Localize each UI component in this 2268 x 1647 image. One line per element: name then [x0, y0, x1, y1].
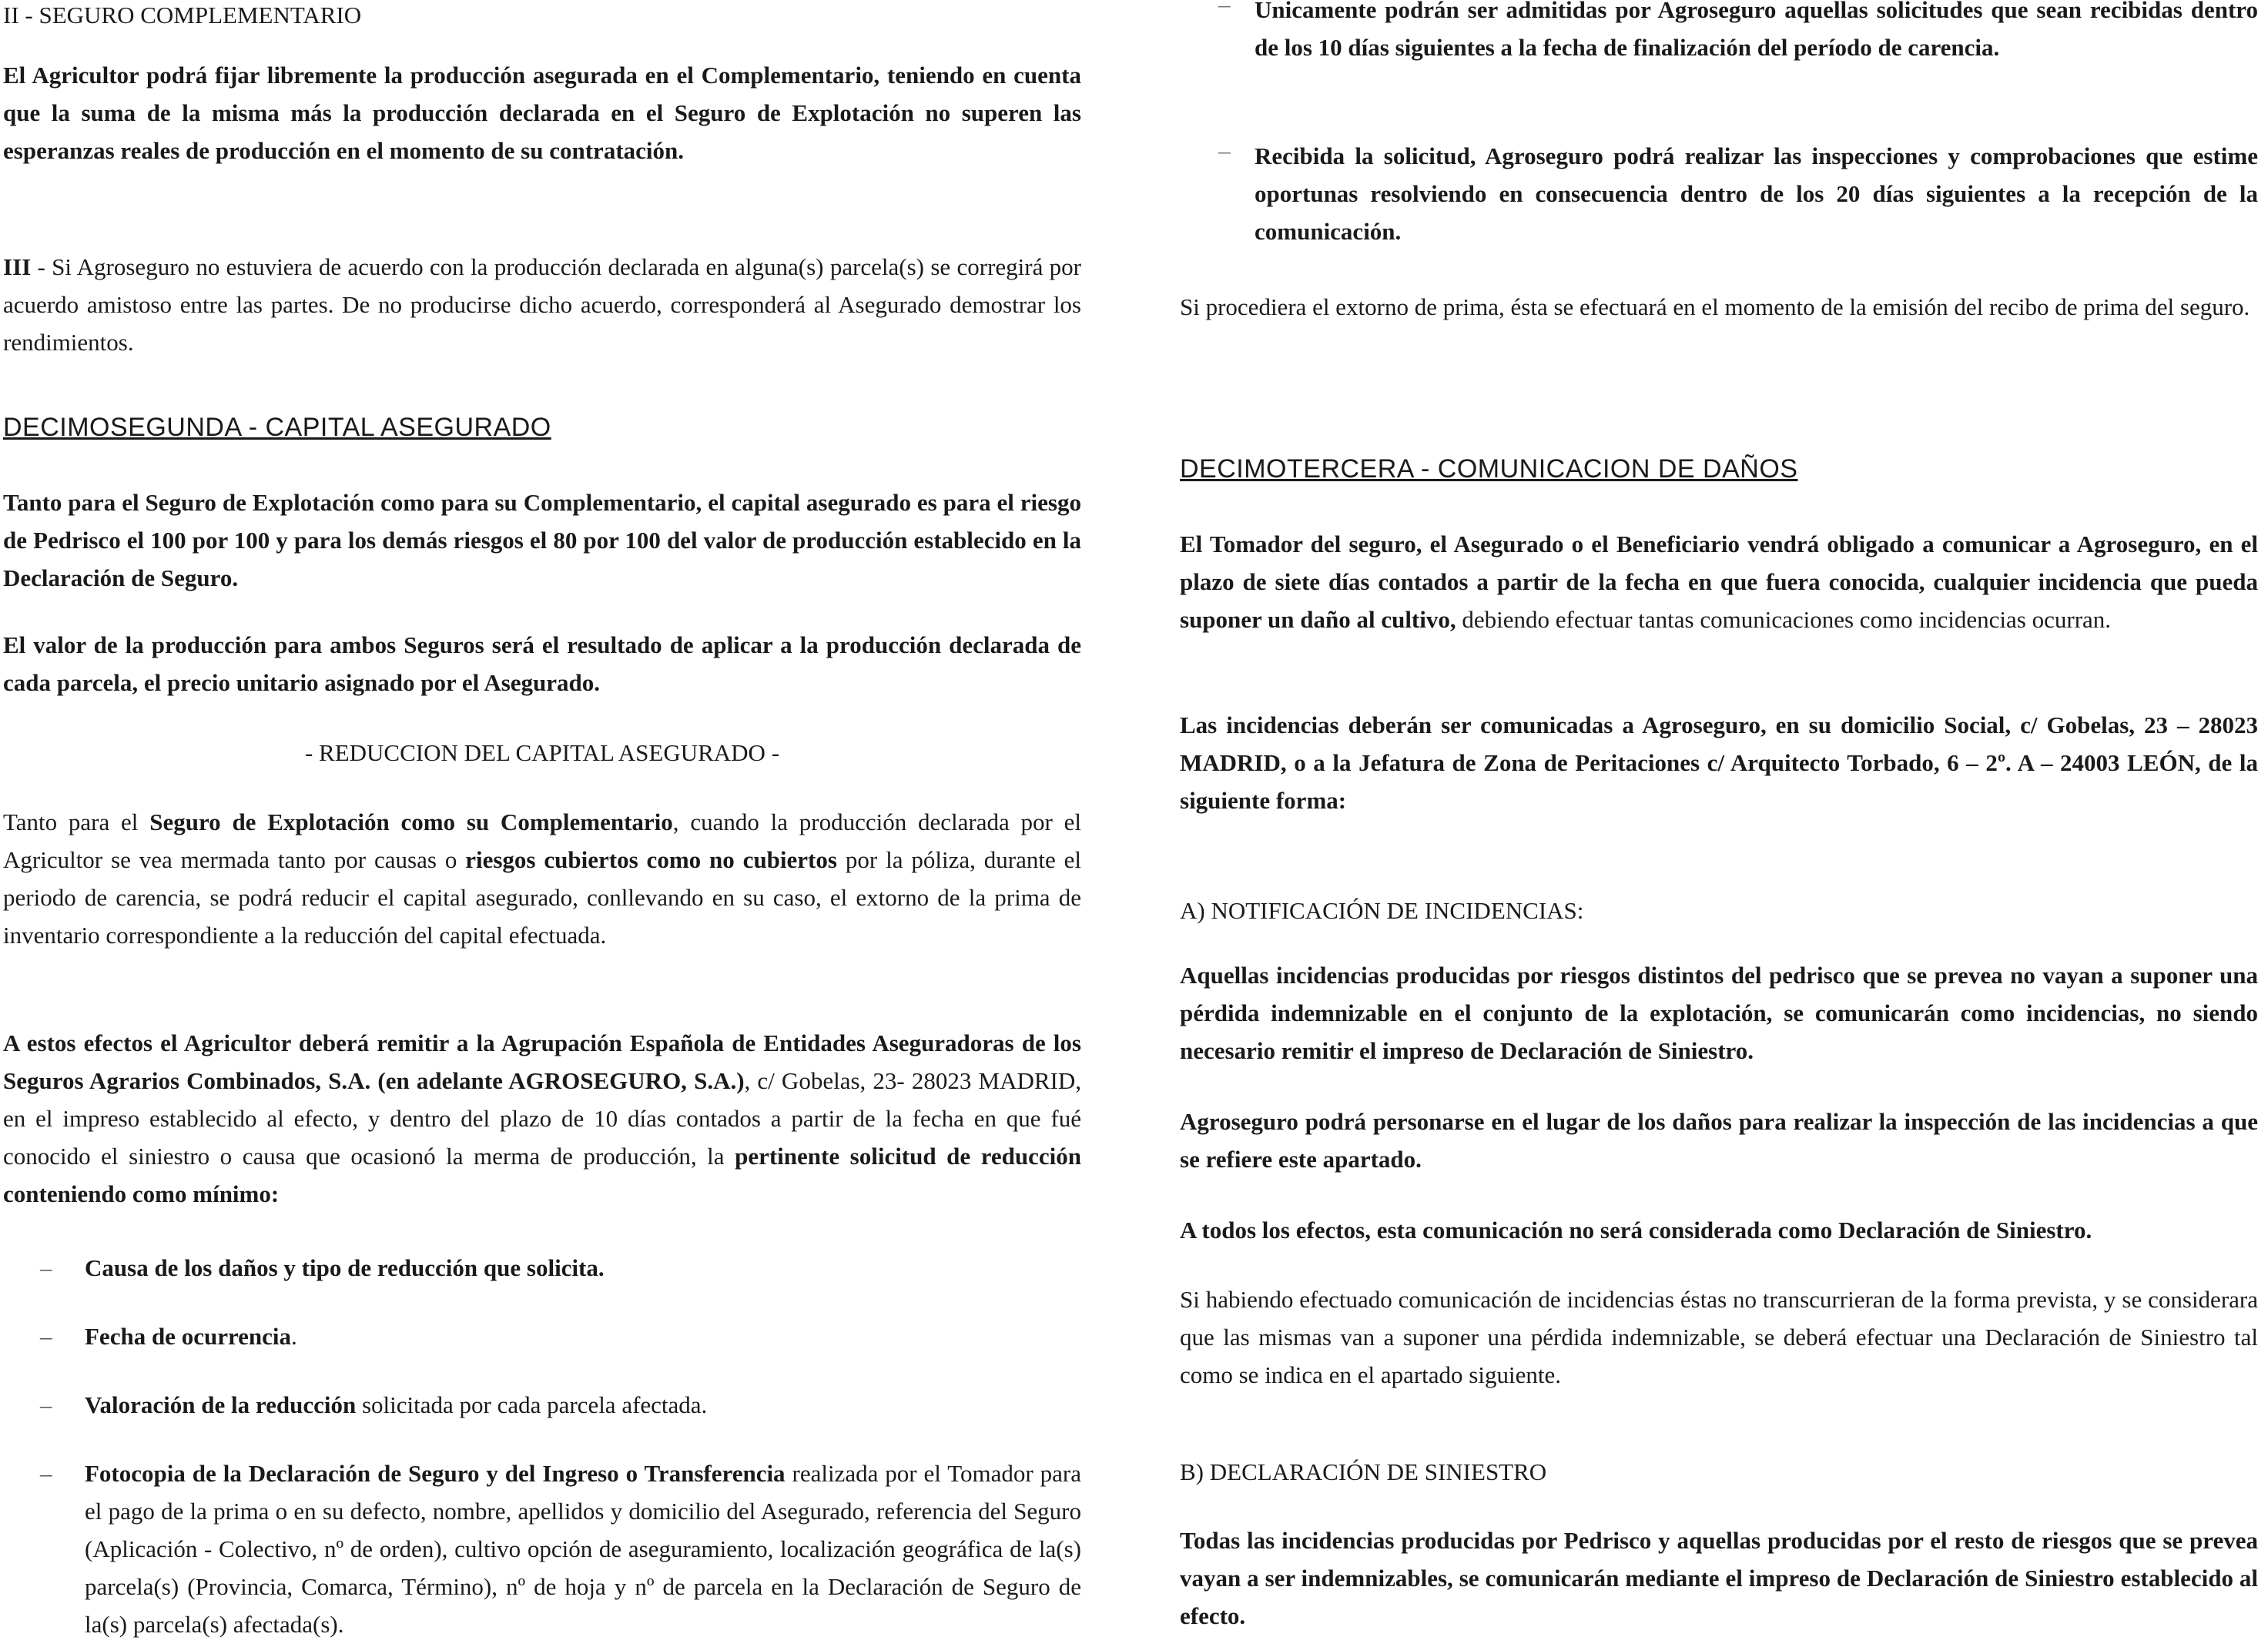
requirements-list: [3, 1249, 1081, 1643]
section-title-decimotercera: DECIMOTERCERA - COMUNICACION DE DAÑOS: [1180, 454, 1798, 484]
list-item: – Valoración de la reducción solicitada por cada parcela afectada.: [40, 1391, 708, 1418]
paragraph-declaracion-siniestro: Todas las incidencias producidas por Pedrisco y aquellas producidas por el resto de riesgos que se prevea vayan a ser indemnizables, se comunicarán mediante el impreso de Declaración de Siniestro establecido al efecto.: [1180, 1527, 2258, 1629]
paragraph-valor-produccion: El valor de la producción para ambos Seguros será el resultado de aplicar a la producción declarada de cada parcela, el precio unitario asignado por el Asegurado.: [3, 631, 1081, 696]
subheading-notificacion-incidencias: A) NOTIFICACIÓN DE INCIDENCIAS:: [1180, 897, 1584, 924]
paragraph-perdida-indemnizable: Si habiendo efectuado comunicación de incidencias éstas no transcurrieran de la forma prevista, y se considerara que las mismas van a suponer una pérdida indemnizable, se deberá efectuar una Declaración de Siniestro tal como se indica en el apartado siguiente.: [1180, 1286, 2258, 1388]
document-page: II - SEGURO COMPLEMENTARIO El Agricultor podrá fijar libremente la producción asegurada en el Complementario, teniendo en cuenta que la suma de la misma más la producción declarada en el Seguro de Explotación no superen las esperanzas reales de producción en el momento de su contratación. III - Si Agroseguro no estuviera de acuerdo con la producción declarada en alguna(s) parcela(s) se corregirá por acuerdo amistoso entre las partes. De no producirse dicho acuerdo, corresponderá al Asegurado demostrar los rendimientos. DECIMOSEGUNDA - CAPITAL ASEGURADO Tanto para el Seguro de Explotación como para su Complementario, el capital asegurado es para el riesgo de Pedrisco el 100 por 100 y para los demás riesgos el 80 por 100 del valor de producción establecido en la Declaración de Seguro. El valor de la producción para ambos Seguros será el resultado de aplicar a la producción declarada de cada parcela, el precio unitario asignado por el Asegurado. - REDUCCION DEL CAPITAL ASEGURADO - Tanto para el Seguro de Explotación como su Complementario, cuando la producción declarada por el Agricultor se vea mermada tanto por causas o riesgos cubiertos como no cubiertos por la póliza, durante el periodo de carencia, se podrá reducir el capital asegurado, conllevando en su caso, el extorno de la prima de inventario correspondiente a la reducción del capital efectuada. A estos efectos el Agricultor deberá remitir a la Agrupación Española de Entidades Aseguradoras de los Seguros Agrarios Combinados, S.A. (en adelante AGROSEGURO, S.A.), c/ Gobelas, 23- 28023 MADRID, en el impreso establecido al efecto, y dentro del plazo de 10 días contados a partir de la fecha en que fué conocido el siniestro o causa que ocasionó la merma de producción, la pertinente solicitud de reducción conteniendo como mínimo: – Causa de los daños y tipo de reducción que solicita. – Fecha de ocurrencia. – Valoración de la reducción solicitada por cada parcela afectada. – Fotocopia de la Declaración de Seguro y del Ingreso o Transferencia realizada por el Tomador para el pago de la prima o en su defecto, nombre, apellidos y domicilio del Asegurado, referencia del Seguro (Aplicación - Colectivo, nº de orden), cultivo opción de aseguramiento, localización geográfica de la(s) parcela(s) (Provincia, Comarca, Término), nº de hoja y nº de parcela en la Declaración de Seguro de la(s) parcela(s) afectada(s). – Unicamente podrán ser admitidas por Agroseguro aquellas solicitudes que sean recibidas dentro de los 10 días siguientes a la fecha de finalización del período de carencia. – Recibida la solicitud, Agroseguro podrá realizar las inspecciones y comprobaciones que estime oportunas resolviendo en consecuencia dentro de los 20 días siguientes a la recepción de la comunicación. Si procediera el extorno de prima, ésta se efectuará en el momento de la emisión del recibo de prima del seguro. DECIMOTERCERA - COMUNICACION DE DAÑOS El Tomador del seguro, el Asegurado o el Beneficiario vendrá obligado a comunicar a Agroseguro, en el plazo de siete días contados a partir de la fecha en que fuera conocida, cualquier incidencia que pueda suponer un daño al cultivo, debiendo efectuar tantas comunicaciones como incidencias ocurran. Las incidencias deberán ser comunicadas a Agroseguro, en su domicilio Social, c/ Gobelas, 23 – 28023 MADRID, o a la Jefatura de Zona de Peritaciones c/ Arquitecto Torbado, 6 – 2º. A – 24003 LEÓN, de la siguiente forma: A) NOTIFICACIÓN DE INCIDENCIAS: Aquellas incidencias producidas por riesgos distintos del pedrisco que se prevea no vayan a suponer una pérdida indemnizable en el conjunto de la explotación, se comunicarán como incidencias, no siendo necesario remitir el impreso de Declaración de Siniestro. Agroseguro podrá personarse en el lugar de los daños para realizar la inspección de las incidencias a que se refiere este apartado. A todos los efectos, esta comunicación no será considerada como Declaración de Siniestro. Si habiendo efectuado comunicación de incidencias éstas no transcurrieran de la forma prevista, y se considerara que las mismas van a suponer una pérdida indemnizable, se deberá efectuar una Declaración de Siniestro tal como se indica en el apartado siguiente. B) DECLARACIÓN DE SINIESTRO Todas las incidencias producidas por Pedrisco y aquellas producidas por el resto de riesgos que se prevea vayan a ser indemnizables, se comunicarán mediante el impreso de Declaración de Siniestro establecido al efecto.: [0, 0, 2268, 1647]
section-title-decimosegunda: DECIMOSEGUNDA - CAPITAL ASEGURADO: [3, 413, 551, 442]
paragraph-solicitud-reduccion: A estos efectos el Agricultor deberá remitir a la Agrupación Española de Entidades Aseguradoras de los Seguros Agrarios Combinados, S.A. (en adelante AGROSEGURO, S.A.), c/ Gobelas, 23- 28023 MADRID, en el impreso establecido al efecto, y dentro del plazo de 10 días contados a partir de la fecha en que fué conocido el siniestro o causa que ocasionó la merma de producción, la pertinente solicitud de reducción conteniendo como mínimo:: [3, 1029, 1082, 1207]
point-iii-text: - Si Agroseguro no estuviera de acuerdo con la producción declarada en alguna(s) parcela(s) se corregirá por acuerdo amistoso entre las partes. De no producirse dicho acuerdo, corresponderá al Asegurado demostrar los rendimientos.: [3, 253, 1081, 356]
list-item: – Fotocopia de la Declaración de Seguro y del Ingreso o Transferencia realizada por el Tomador para el pago de la prima o en su defecto, nombre, apellidos y domicilio del Asegurado, referencia del Seguro (Aplicación - Colectivo, nº de orden), cultivo opción de aseguramiento, localización geográfica de la(s) parcela(s) (Provincia, Comarca, Término), nº de hoja y nº de parcela en la Declaración de Seguro de la(s) parcela(s) afectada(s).: [40, 1460, 1081, 1638]
paragraph-capital-asegurado: Tanto para el Seguro de Explotación como para su Complementario, el capital asegurado es para el riesgo de Pedrisco el 100 por 100 y para los demás riesgos el 80 por 100 del valor de producción establecido en la Declaración de Seguro.: [3, 489, 1081, 591]
point-iii-label: III: [3, 253, 32, 280]
list-item: – Causa de los daños y tipo de reducción que solicita.: [40, 1254, 605, 1281]
paragraph-comunicacion: El Tomador del seguro, el Asegurado o el Beneficiario vendrá obligado a comunicar a Agroseguro, en el plazo de siete días contados a partir de la fecha en que fuera conocida, cualquier incidencia que pueda suponer un daño al cultivo, debiendo efectuar tantas comunicaciones como incidencias ocurran.: [1180, 531, 2258, 633]
subheading-declaracion-siniestro: B) DECLARACIÓN DE SINIESTRO: [1180, 1458, 1547, 1485]
paragraph-incidencias: Aquellas incidencias producidas por riesgos distintos del pedrisco que se prevea no vayan a suponer una pérdida indemnizable en el conjunto de la explotación, se comunicarán como incidencias, no siendo necesario remitir el impreso de Declaración de Siniestro.: [1180, 962, 2258, 1064]
subheading-reduccion-capital: - REDUCCION DEL CAPITAL ASEGURADO -: [304, 739, 780, 766]
paragraph-inspeccion: Agroseguro podrá personarse en el lugar de los daños para realizar la inspección de las incidencias a que se refiere este apartado.: [1180, 1108, 2258, 1173]
paragraph-no-declaracion: A todos los efectos, esta comunicación no será considerada como Declaración de Siniestro.: [1180, 1217, 2092, 1244]
paragraph-extorno: Si procediera el extorno de prima, ésta se efectuará en el momento de la emisión del recibo de prima del seguro.: [1180, 293, 2250, 320]
list-item: – Fecha de ocurrencia.: [40, 1323, 297, 1350]
paragraph-reduccion: Tanto para el Seguro de Explotación como su Complementario, cuando la producción declarada por el Agricultor se vea mermada tanto por causas o riesgos cubiertos como no cubiertos por la póliza, durante el periodo de carencia, se podrá reducir el capital asegurado, conllevando en su caso, el extorno de la prima de inventario correspondiente a la reducción del capital efectuada.: [3, 808, 1082, 949]
paragraph-seguro-complementario: El Agricultor podrá fijar libremente la producción asegurada en el Complementario, teniendo en cuenta que la suma de la misma más la producción declarada en el Seguro de Explotación no superen las esperanzas reales de producción en el momento de su contratación.: [3, 62, 1081, 164]
paragraph-point-iii: [3, 248, 1081, 361]
paragraph-domicilio: Las incidencias deberán ser comunicadas a Agroseguro, en su domicilio Social, c/ Gobelas, 23 – 28023 MADRID, o a la Jefatura de Zona de Peritaciones c/ Arquitecto Torbado, 6 – 2º. A – 24003 LEÓN, de la siguiente forma:: [1180, 711, 2258, 814]
heading-seguro-complementario: II - SEGURO COMPLEMENTARIO: [3, 2, 362, 28]
